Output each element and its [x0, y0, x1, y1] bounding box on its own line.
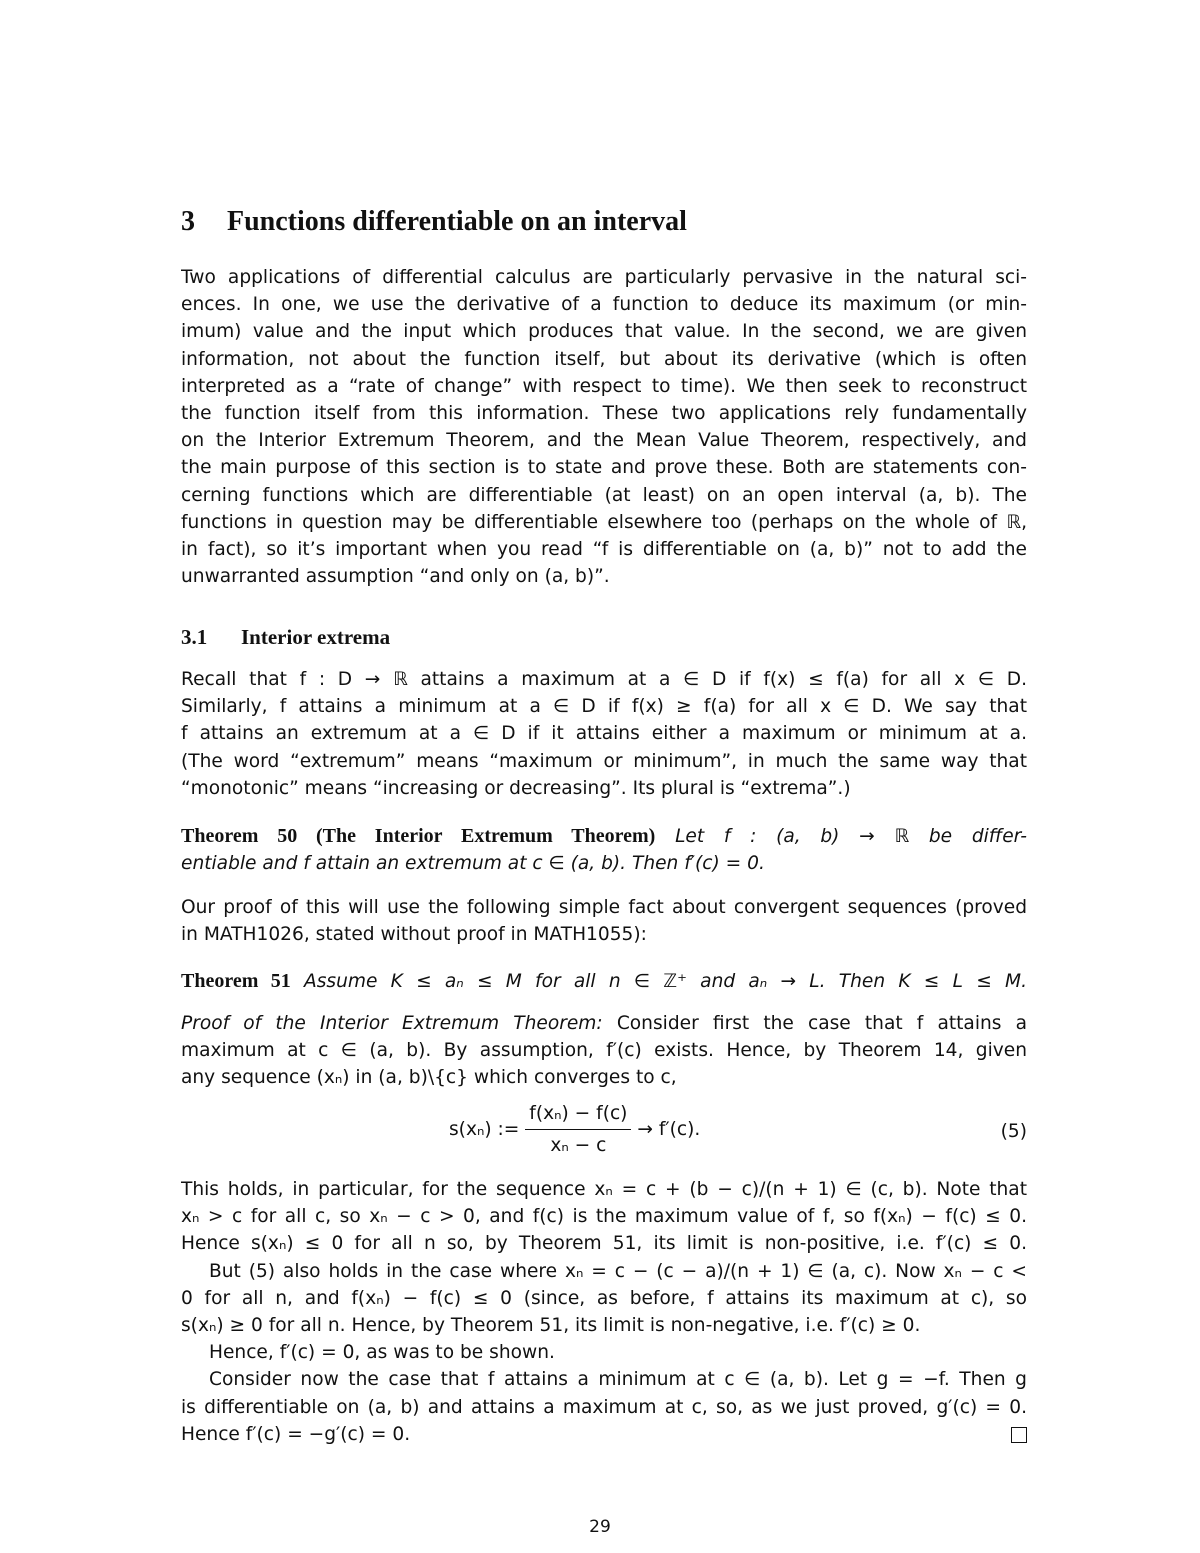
text-line: Hence s(xₙ) ≤ 0 for all n so, by Theorem 51, its limit is non-positive, i.e. f′(c) ≤ 0. [181, 1233, 1027, 1255]
text-line: is differentiable on (a, b) and attains a maximum at c, so, as we just proved, g′(c) = 0. [181, 1396, 1027, 1418]
text-line: the function itself from this information. These two applications rely fundamentally [181, 402, 1027, 424]
text-line: But (5) also holds in the case where xₙ = c − (c − a)/(n + 1) ∈ (a, c). Now xₙ − c < [209, 1260, 1027, 1282]
theorem-50-text: entiable and f attain an extremum at c ∈ (a, b). Then f′(c) = 0. [181, 853, 765, 875]
text-line: Hence f′(c) = −g′(c) = 0. [181, 1423, 411, 1445]
theorem-51-text: Assume K ≤ aₙ ≤ M for all n ∈ ℤ⁺ and aₙ → L. Then K ≤ L ≤ M. [303, 971, 1027, 992]
intro-paragraph [181, 264, 1027, 590]
equation-lhs: s(xₙ) := [449, 1119, 520, 1141]
text-line: Consider now the case that f attains a minimum at c ∈ (a, b). Let g = −f. Then g [209, 1369, 1027, 1391]
text-line: in MATH1026, stated without proof in MATH1055): [181, 924, 647, 946]
text-line: Recall that f : D → ℝ attains a maximum at a ∈ D if f(x) ≤ f(a) for all x ∈ D. [181, 669, 1027, 690]
section-heading [181, 204, 687, 240]
text-line: maximum at c ∈ (a, b). By assumption, f′(c) exists. Hence, by Theorem 14, given [181, 1040, 1027, 1062]
section-title: Functions differentiable on an interval [227, 206, 687, 237]
section-number: 3 [181, 206, 195, 237]
equation-fraction [525, 1100, 631, 1159]
fact-paragraph [181, 894, 1027, 948]
text-line: Our proof of this will use the following simple fact about convergent sequences (proved [181, 897, 1027, 918]
recall-paragraph [181, 666, 1027, 802]
text-line: the main purpose of this section is to state and prove these. Both are statements con- [181, 457, 1027, 479]
proof-label: Proof of the Interior Extremum Theorem: [181, 1013, 603, 1034]
equation-rhs: → f′(c). [637, 1119, 701, 1141]
display-equation [181, 1100, 1027, 1170]
subsection-title: Interior extrema [241, 625, 391, 649]
theorem-51 [181, 968, 1027, 995]
qed-icon [1011, 1427, 1027, 1443]
subsection-number: 3.1 [181, 625, 208, 649]
text-line: xₙ > c for all c, so xₙ − c > 0, and f(c) is the maximum value of f, so f(xₙ) − f(c) ≤ 0. [181, 1206, 1027, 1228]
equation-denominator: xₙ − c [550, 1135, 607, 1157]
theorem-51-label: Theorem 51 [181, 970, 291, 992]
text-line: f attains an extremum at a ∈ D if it attains either a maximum or minimum at a. [181, 723, 1027, 745]
theorem-50-label: Theorem 50 (The Interior Extremum Theorem) [181, 825, 656, 847]
text-line: This holds, in particular, for the sequence xₙ = c + (b − c)/(n + 1) ∈ (c, b). Note that [181, 1179, 1027, 1200]
text-line: ences. In one, we use the derivative of a function to deduce its maximum (or min- [181, 294, 1027, 316]
theorem-50 [181, 823, 1027, 877]
theorem-50-text: Let f : (a, b) → ℝ be differ- [675, 826, 1027, 847]
text-line: information, not about the function itself, but about its derivative (which is often [181, 348, 1027, 370]
equation-number: (5) [1000, 1121, 1027, 1142]
text-line: s(xₙ) ≥ 0 for all n. Hence, by Theorem 51, its limit is non-negative, i.e. f′(c) ≥ 0. [181, 1314, 921, 1336]
proof-continuation [181, 1176, 1027, 1448]
text-line: Similarly, f attains a minimum at a ∈ D if f(x) ≥ f(a) for all x ∈ D. We say that [181, 696, 1027, 718]
text-line: unwarranted assumption “and only on (a, b)”. [181, 566, 610, 588]
text-line: Consider first the case that f attains a [616, 1013, 1027, 1034]
text-line: in fact), so it’s important when you read “f is differentiable on (a, b)” not to add the [181, 538, 1027, 560]
text-line: any sequence (xₙ) in (a, b)\{c} which converges to c, [181, 1067, 677, 1089]
text-line: (The word “extremum” means “maximum or minimum”, in much the same way that [181, 750, 1027, 772]
text-line: functions in question may be differentiable elsewhere too (perhaps on the whole of ℝ, [181, 511, 1027, 533]
text-line: interpreted as a “rate of change” with respect to time). We then seek to reconstruct [181, 375, 1027, 397]
text-line: “monotonic” means “increasing or decreasing”. Its plural is “extrema”.) [181, 777, 851, 799]
text-line: Hence, f′(c) = 0, as was to be shown. [209, 1342, 555, 1364]
text-line: on the Interior Extremum Theorem, and the Mean Value Theorem, respectively, and [181, 430, 1027, 452]
page-number: 29 [589, 1517, 611, 1537]
text-line: imum) value and the input which produces that value. In the second, we are given [181, 321, 1027, 343]
proof-paragraph [181, 1010, 1027, 1092]
text-line: cerning functions which are differentiable (at least) on an open interval (a, b). The [181, 484, 1027, 506]
subsection-heading [181, 622, 390, 652]
equation-numerator: f(xₙ) − f(c) [525, 1100, 631, 1130]
text-line: 0 for all n, and f(xₙ) − f(c) ≤ 0 (since, as before, f attains its maximum at c), so [181, 1287, 1027, 1309]
text-line: Two applications of differential calculus are particularly pervasive in the natural sci- [181, 267, 1027, 288]
